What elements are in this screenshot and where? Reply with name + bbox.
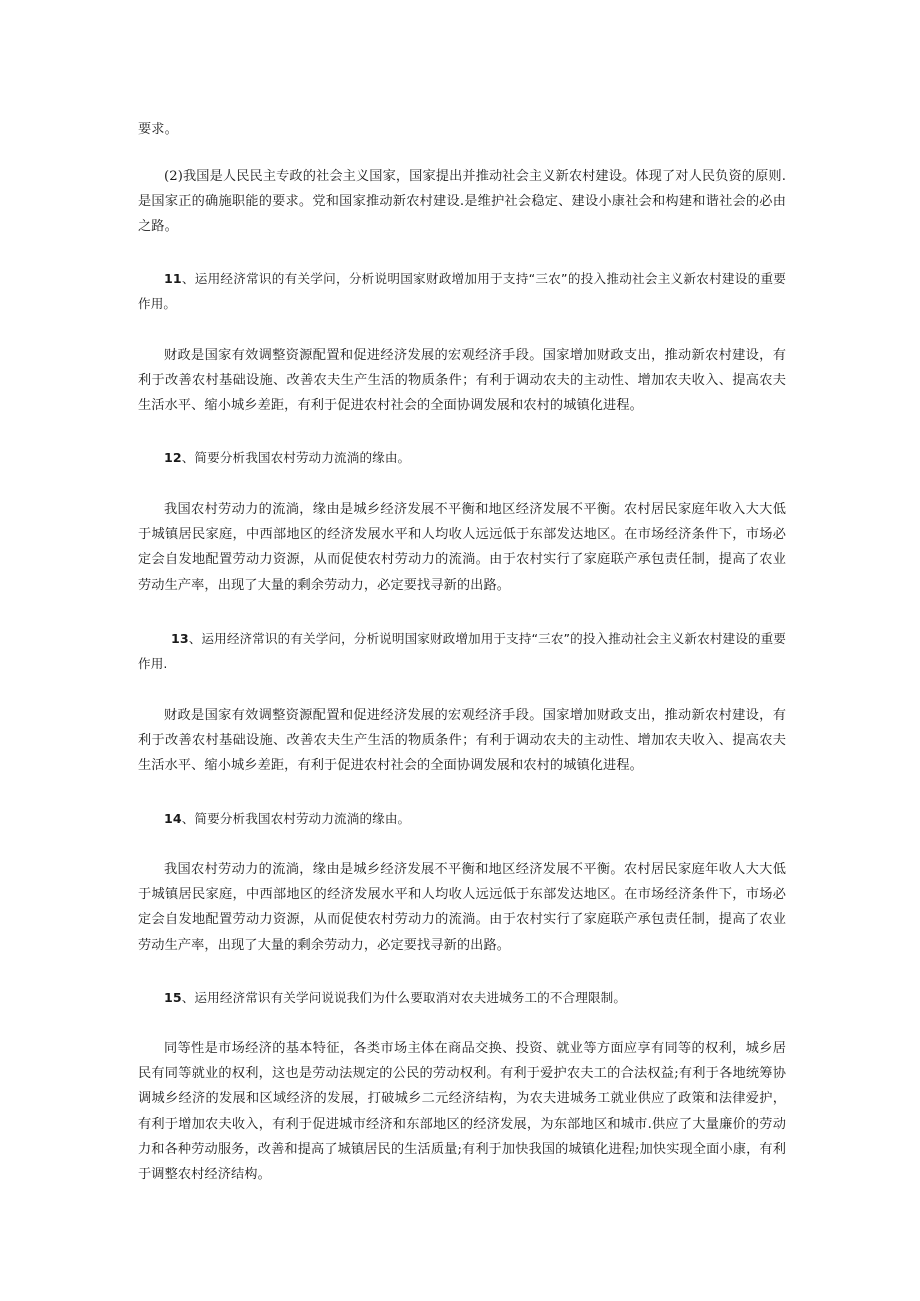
question-text: 、运用经济常识的有关学问，分析说明国家财政增加用于支持“三农”的投入推动社会主义新农村建设的重要作用。 <box>138 271 786 312</box>
question-14 <box>138 806 786 831</box>
question-text: 、简要分析我国农村劳动力流淌的缘由。 <box>181 450 411 465</box>
question-number: 15 <box>164 990 182 1005</box>
question-number: 14 <box>164 811 182 826</box>
question-text: 、运用经济常识有关学问说说我们为什么要取消对农夫进城务工的不合理限制。 <box>181 990 627 1005</box>
question-13 <box>138 626 786 676</box>
answer-10-end: 要求。 <box>138 122 178 137</box>
answer-15: 同等性是市场经济的基本特征，各类市场主体在商品交换、投资、就业等方面应享有同等的权利，城乡居民有同等就业的权利，这也是劳动法规定的公民的劳动权利。有利于爱护农夫工的合法权益;有利于各地统筹协调城乡经济的发展和区域经济的发展，打破城乡二元经济结构，为农夫进城务工就业供应了政策和法律爱护，有利于增加农夫收入，有利于促进城市经济和东部地区的经济发展，为东部地区和城市.供应了大量廉价的劳动力和各种劳动服务，改善和提高了城镇居民的生活质量;有利于加快我国的城镇化进程;加快实现全面小康，有利于调整农村经济结构。 <box>138 1041 786 1183</box>
answer-10-part-2: (2)我国是人民民主专政的社会主义国家，国家提出并推动社会主义新农村建设。体现了对人民负资的原则.是国家正的确施职能的要求。党和国家推动新农村建设.是维护社会稳定、建设小康社会和构建和谐社会的必由之路。 <box>138 169 786 235</box>
question-number: 11 <box>164 271 182 286</box>
answer-13: 财政是国家有效调整资源配置和促进经济发展的宏观经济手段。国家增加财政支出，推动新农村建设，有利于改善农村基础设施、改善农夫生产生活的物质条件；有利于调动农夫的主动性、增加农夫收入、提高农夫生活水平、缩小城乡差距，有利于促进农村社会的全面协调发展和农村的城镇化进程。 <box>138 708 786 774</box>
question-11 <box>138 266 786 316</box>
question-number: 13 <box>171 631 189 646</box>
answer-11: 财政是国家有效调整资源配置和促进经济发展的宏观经济手段。国家增加财政支出，推动新农村建设，有利于改善农村基础设施、改善农夫生产生活的物质条件；有利于调动农夫的主动性、增加农夫收入、提高农夫生活水平、缩小城乡差距，有利于促进农村社会的全面协调发展和农村的城镇化进程。 <box>138 348 786 414</box>
question-text: 、简要分析我国农村劳动力流淌的缘由。 <box>181 811 411 826</box>
question-number: 12 <box>164 450 182 465</box>
answer-12: 我国农村劳动力的流淌，缘由是城乡经济发展不平衡和地区经济发展不平衡。农村居民家庭年收入大大低于城镇居民家庭，中西部地区的经济发展水平和人均收人远远低于东部发达地区。在市场经济条件下，市场必定会自发地配置劳动力资源，从而促使农村劳动力的流淌。由于农村实行了家庭联产承包责任制，提高了农业劳动生产率，出现了大量的剩余劳动力，必定要找寻新的出路。 <box>138 502 786 593</box>
question-12 <box>138 445 786 470</box>
answer-14: 我国农村劳动力的流淌，缘由是城乡经济发展不平衡和地区经济发展不平衡。农村居民家庭年收人大大低于城镇居民家庭，中西部地区的经济发展水平和人均收人远远低于东部发达地区。在市场经济条件下，市场必定会自发地配置劳动力资源，从而促使农村劳动力的流淌。由于农村实行了家庭联产承包责任制，提高了农业劳动生产率，出现了大量的剩余劳动力，必定要找寻新的出路。 <box>138 862 786 953</box>
question-text: 、运用经济常识的有关学问，分析说明国家财政增加用于支持“三农”的投入推动社会主义新农村建设的重要作用. <box>138 631 786 672</box>
question-15 <box>138 985 786 1010</box>
